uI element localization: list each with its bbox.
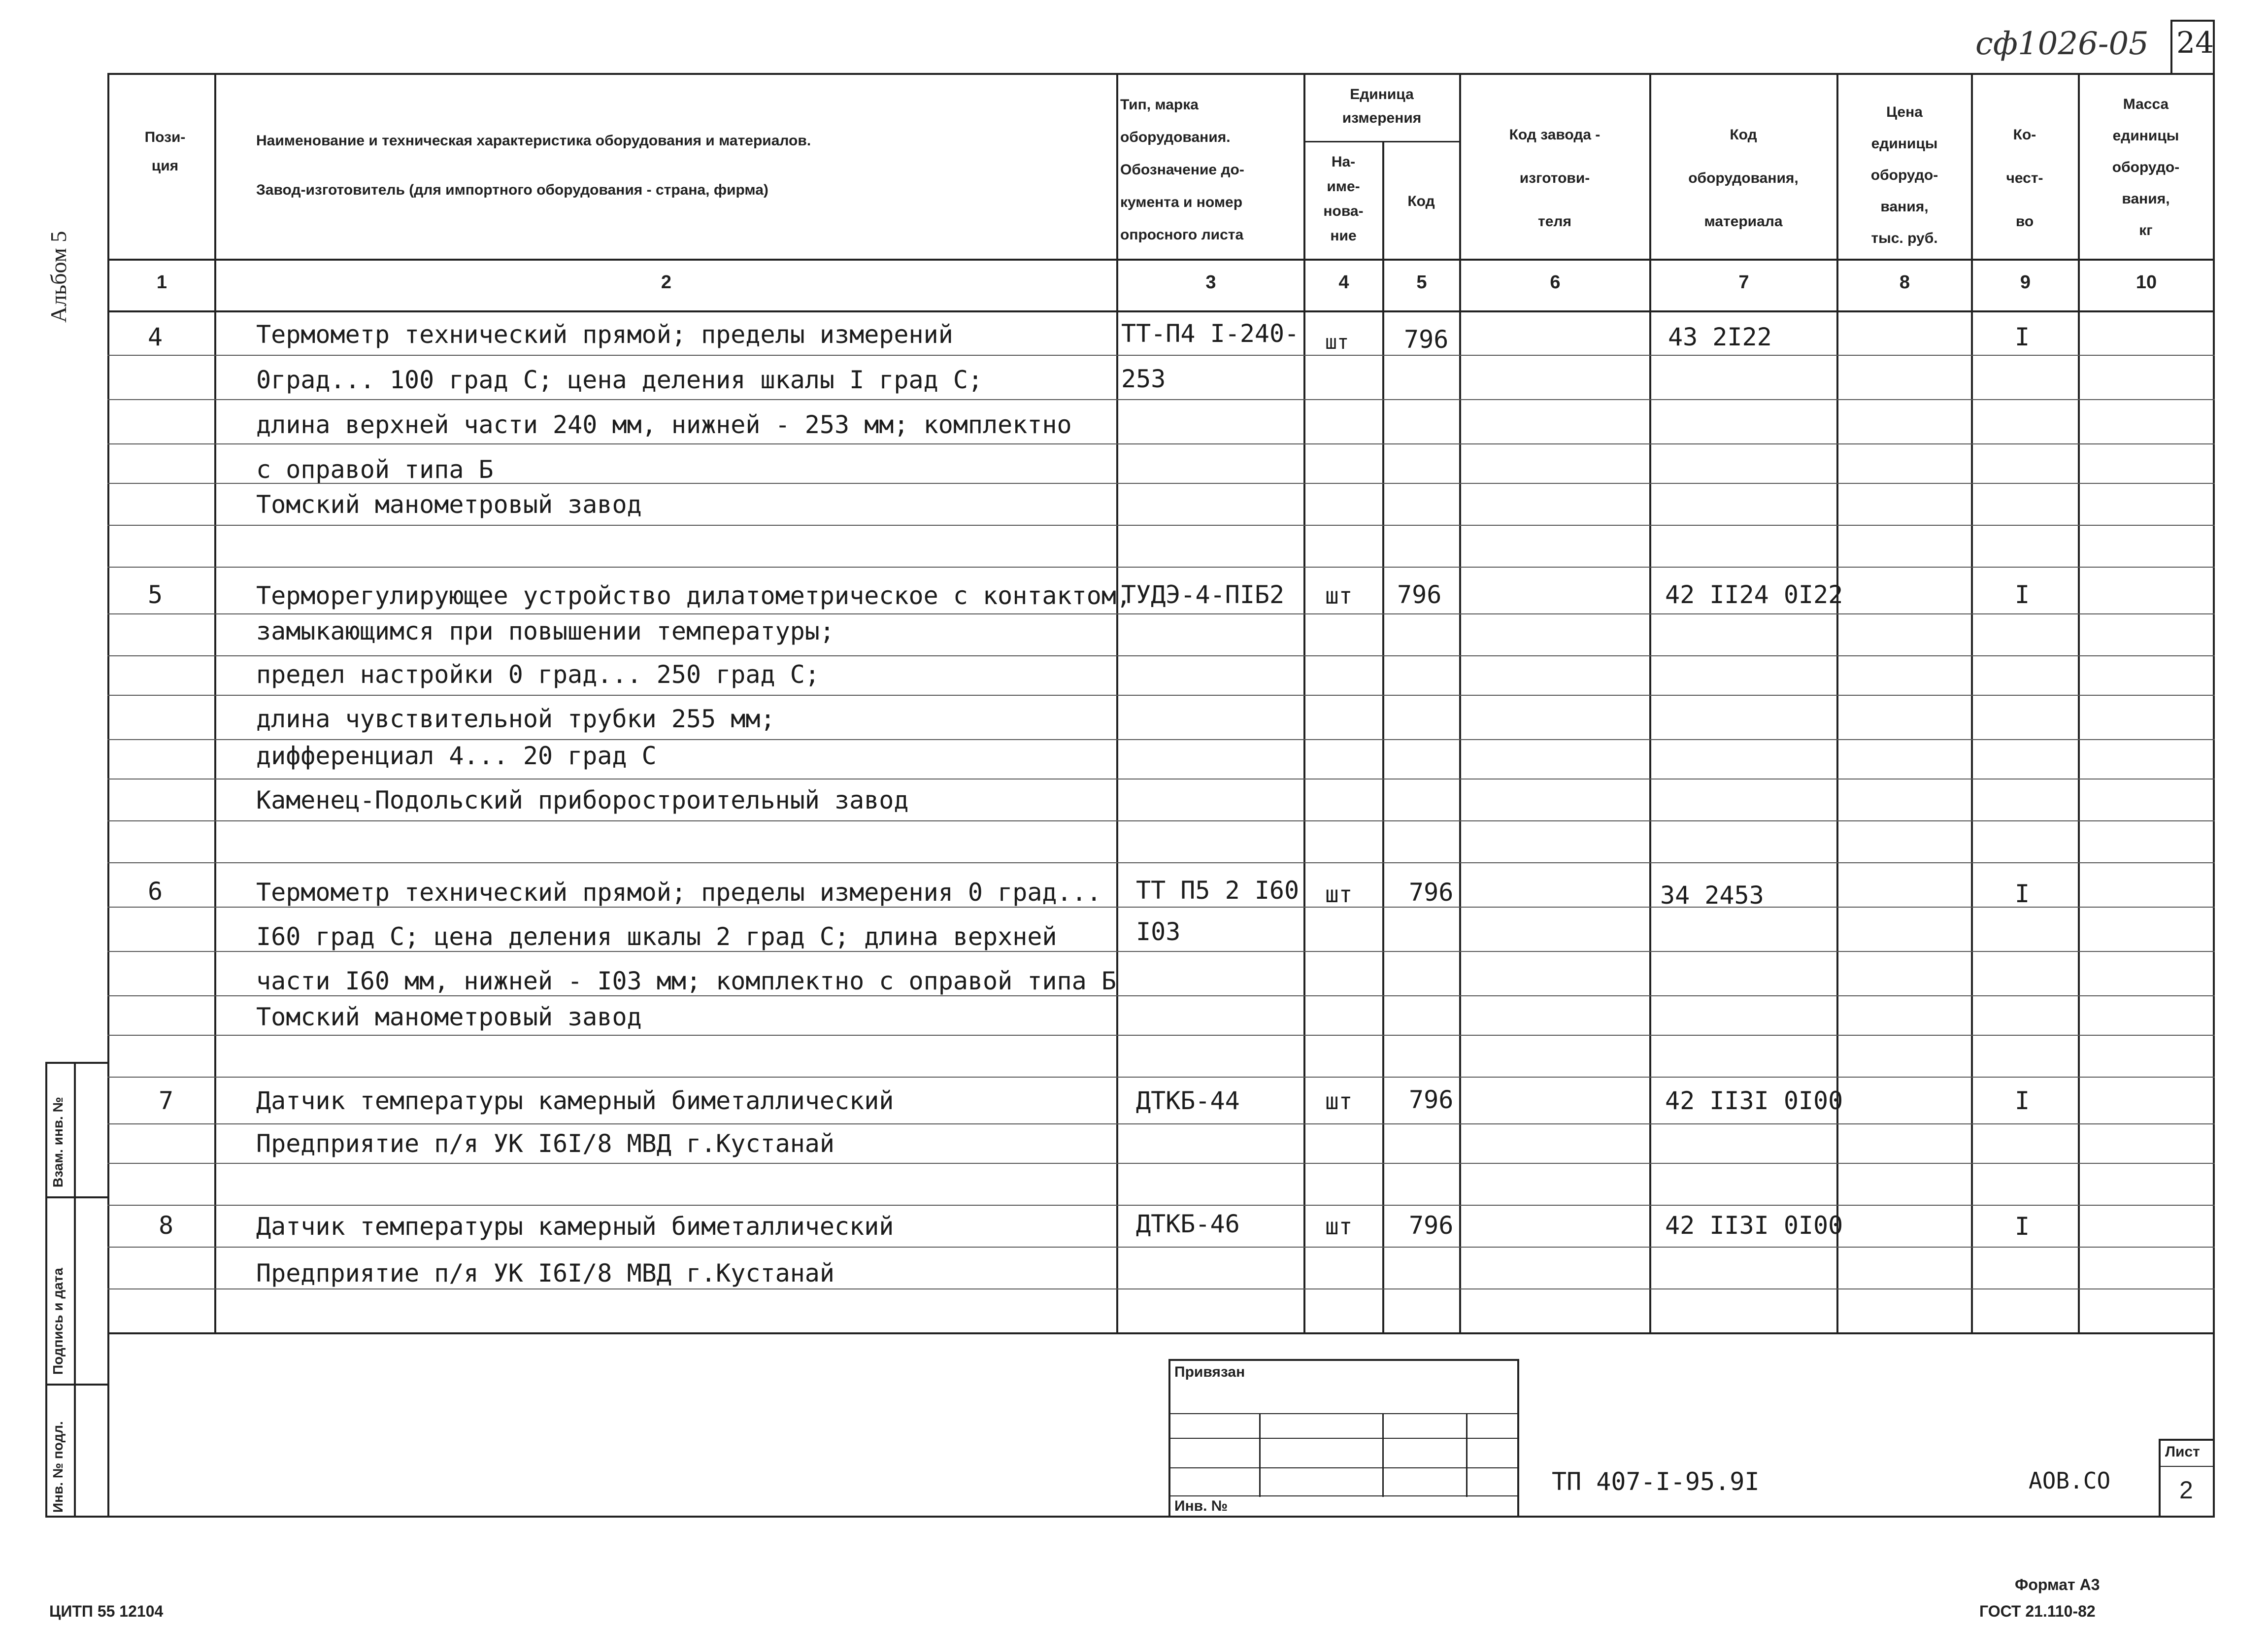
- header-unit-name-line: ние: [1330, 228, 1357, 244]
- header-qty: [1973, 113, 2076, 243]
- header-unit-name-line: На-: [1331, 154, 1356, 170]
- manufacturer: Каменец-Подольский приборостроительный завод: [256, 786, 909, 814]
- header-factory-code: [1462, 113, 1647, 243]
- equipment-type: I03: [1136, 917, 1181, 946]
- list-label: Лист: [2165, 1444, 2200, 1460]
- manufacturer: Предприятие п/я УК I6I/8 МВД г.Кустанай: [256, 1259, 834, 1288]
- column-number: 1: [156, 272, 167, 293]
- description-line: длина чувствительной трубки 255 мм;: [256, 705, 775, 733]
- header-price: [1839, 97, 1969, 254]
- description-line: замыкающимся при повышении температуры;: [256, 617, 834, 645]
- quantity: I: [2015, 1212, 2030, 1241]
- column-number: 2: [661, 272, 672, 293]
- equipment-type: 253: [1121, 365, 1166, 393]
- column-number: 3: [1205, 272, 1216, 293]
- document-code: АОВ.СО: [2029, 1467, 2111, 1494]
- header-type-line: Обозначение до-: [1120, 162, 1244, 178]
- header-qty-line: во: [2015, 213, 2034, 230]
- list-number: 2: [2179, 1476, 2193, 1504]
- header-pos: [123, 123, 207, 180]
- description-line: с оправой типа Б: [256, 455, 494, 484]
- header-unit-code: Код: [1407, 193, 1435, 209]
- description-line: предел настройки 0 град... 250 град С;: [256, 660, 820, 689]
- header-unit: [1306, 83, 1457, 130]
- material-code: 42 II24 0I22: [1665, 580, 1843, 609]
- position: 6: [148, 877, 163, 906]
- header-name-line: Наименование и техническая характеристика оборудования и материалов.: [256, 133, 811, 149]
- description-line: Датчик температуры камерный биметаллический: [256, 1086, 894, 1115]
- header-factory-code-line: изготови-: [1519, 170, 1590, 186]
- doc-code: сф1026-05: [1975, 26, 2149, 62]
- header-unit-name: [1306, 150, 1380, 248]
- position: 5: [148, 580, 163, 609]
- header-name: [256, 116, 1094, 215]
- inv-podl-label: Инв. № подл.: [50, 1421, 66, 1513]
- header-material-code: [1652, 113, 1834, 243]
- position: 7: [159, 1086, 174, 1115]
- description-line: Датчик температуры камерный биметаллический: [256, 1212, 894, 1241]
- header-factory-code-line: теля: [1538, 213, 1571, 230]
- header-unit-name-line: нова-: [1323, 203, 1364, 219]
- column-number: 8: [1899, 272, 1910, 293]
- header-unit-line: Единица: [1350, 86, 1414, 102]
- header-material-code-line: Код: [1730, 127, 1757, 143]
- header-qty-line: Ко-: [2013, 127, 2036, 143]
- header-price-line: тыс. руб.: [1871, 230, 1938, 246]
- description-line: части I60 мм, нижней - I03 мм; комплектно с оправой типа Б: [256, 967, 1116, 995]
- manufacturer: Томский манометровый завод: [256, 1003, 642, 1031]
- description-line: I60 град С; цена деления шкалы 2 град С; длина верхней: [256, 922, 1057, 951]
- equipment-type: ДТКБ-46: [1136, 1210, 1240, 1238]
- header-pos-line: Пози-: [144, 129, 186, 145]
- equipment-type: ДТКБ-44: [1136, 1086, 1240, 1115]
- header-unit-name-line: име-: [1327, 178, 1360, 195]
- unit-name: шт: [1325, 582, 1353, 609]
- unit-code: 796: [1404, 325, 1449, 354]
- header-mass-line: Масса: [2123, 96, 2169, 112]
- position: 4: [148, 323, 163, 351]
- quantity: I: [2015, 880, 2030, 908]
- header-mass-line: единицы: [2112, 128, 2179, 144]
- unit-code: 796: [1397, 580, 1442, 609]
- description-line: 0град... 100 град С; цена деления шкалы I град С;: [256, 366, 983, 394]
- header-type-line: Тип, марка: [1120, 97, 1199, 113]
- equipment-type: ТУДЭ-4-ПIБ2: [1121, 580, 1285, 609]
- unit-code: 796: [1409, 1085, 1454, 1114]
- manufacturer: Томский манометровый завод: [256, 490, 642, 519]
- header-name-line: Завод-изготовитель (для импортного оборудования - страна, фирма): [256, 182, 768, 198]
- column-number: 10: [2135, 272, 2157, 293]
- column-number: 6: [1550, 272, 1561, 293]
- description-line: длина верхней части 240 мм, нижней - 253 мм; комплектно: [256, 410, 1072, 439]
- unit-name: шт: [1325, 1213, 1353, 1240]
- gost-label: ГОСТ 21.110-82: [1979, 1602, 2096, 1620]
- header-type-line: кумента и номер: [1120, 194, 1243, 210]
- header-price-line: Цена: [1886, 104, 1923, 120]
- header-type-line: опросного листа: [1120, 227, 1244, 243]
- material-code: 42 II3I 0I00: [1665, 1211, 1843, 1240]
- unit-code: 796: [1409, 1211, 1454, 1240]
- column-number: 9: [2020, 272, 2031, 293]
- description-line: Термометр технический прямой; пределы измерений: [256, 320, 953, 349]
- equipment-type: ТТ П5 2 I60: [1136, 876, 1300, 905]
- format-label: Формат А3: [2015, 1576, 2100, 1593]
- position: 8: [159, 1211, 174, 1240]
- header-material-code-line: оборудования,: [1688, 170, 1799, 186]
- header-price-line: вания,: [1880, 199, 1929, 215]
- material-code: 43 2I22: [1668, 323, 1772, 351]
- manufacturer: Предприятие п/я УК I6I/8 МВД г.Кустанай: [256, 1129, 834, 1158]
- material-code: 34 2453: [1660, 881, 1764, 910]
- unit-name: шт: [1325, 331, 1349, 354]
- quantity: I: [2015, 323, 2030, 351]
- header-mass-line: вания,: [2122, 191, 2170, 207]
- column-number: 5: [1416, 272, 1427, 293]
- header-mass-line: кг: [2139, 222, 2153, 238]
- header-type-line: оборудования.: [1120, 129, 1231, 145]
- page-number: 24: [2176, 26, 2214, 60]
- header-factory-code-line: Код завода -: [1509, 127, 1601, 143]
- header-material-code-line: материала: [1704, 213, 1783, 230]
- bound-label: Привязан: [1174, 1364, 1245, 1380]
- material-code: 42 II3I 0I00: [1665, 1086, 1843, 1115]
- unit-code: 796: [1409, 878, 1454, 907]
- header-price-line: единицы: [1871, 136, 1938, 152]
- header-mass-line: оборудо-: [2112, 159, 2180, 175]
- description-line: дифференциал 4... 20 град С: [256, 742, 657, 770]
- designation: ТП 407-I-95.9I: [1552, 1467, 1760, 1496]
- unit-name: шт: [1325, 1088, 1353, 1115]
- unit-name: шт: [1325, 881, 1353, 908]
- equipment-type: ТТ-П4 I-240-: [1121, 319, 1300, 348]
- column-number: 7: [1738, 272, 1749, 293]
- signature-date-label: Подпись и дата: [50, 1268, 66, 1375]
- quantity: I: [2015, 1086, 2030, 1115]
- header-unit-line: измерения: [1342, 110, 1422, 126]
- vzam-inv-label: Взам. инв. №: [50, 1097, 66, 1187]
- column-number: 4: [1338, 272, 1349, 293]
- quantity: I: [2015, 580, 2030, 609]
- header-pos-line: ция: [151, 158, 179, 174]
- description-line: Термометр технический прямой; пределы измерения 0 град...: [256, 878, 1101, 907]
- header-price-line: оборудо-: [1870, 167, 1938, 183]
- inv-label: Инв. №: [1174, 1498, 1228, 1514]
- header-type: [1120, 89, 1301, 251]
- album-label: Альбом 5: [46, 231, 71, 323]
- printer-label: ЦИТП 55 12104: [49, 1602, 164, 1620]
- description-line: Терморегулирующее устройство дилатометрическое с контактом,: [256, 581, 1132, 610]
- header-mass: [2081, 89, 2211, 246]
- header-qty-line: чест-: [2006, 170, 2043, 186]
